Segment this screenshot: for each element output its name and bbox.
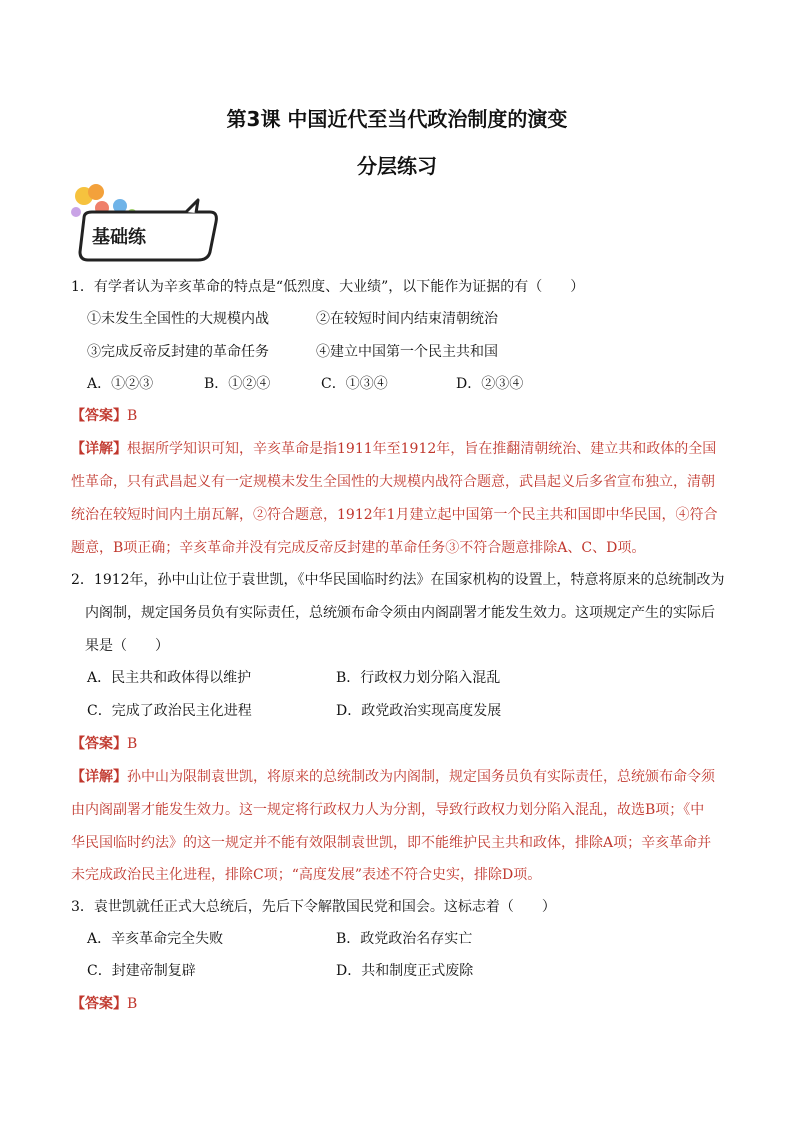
q1-option-d: D．②③④ <box>456 376 524 392</box>
q1-option-c: C．①③④ <box>321 376 388 392</box>
q3-option-b: B．政党政治名存实亡 <box>336 931 473 947</box>
q2-detail-line-1 <box>71 767 715 787</box>
q2-detail-line-4: 未完成政治民主化进程，排除C项；“高度发展”表述不符合史实，排除D项。 <box>71 867 542 883</box>
q1-detail-line-4: 题意，B项正确；辛亥革命并没有完成反帝反封建的革命任务③不符合题意排除A、C、D项。 <box>71 540 646 556</box>
q1-item-2: ②在较短时间内结束清朝统治 <box>316 311 498 327</box>
q1-detail-line-3: 统治在较短时间内土崩瓦解，②符合题意，1912年1月建立起中国第一个民主共和国即中华民国，④符合 <box>71 507 718 523</box>
q3-option-c: C．封建帝制复辟 <box>87 963 196 979</box>
q3-stem: 3．袁世凯就任正式大总统后，先后下令解散国民党和国会。这标志着（ ） <box>71 899 556 915</box>
q2-detail-text-1: 孙中山为限制袁世凯，将原来的总统制改为内阁制，规定国务员负有实际责任，总统颁布命令须 <box>127 769 715 785</box>
page-subtitle: 分层练习 <box>357 154 437 178</box>
q1-detail-text-1: 根据所学知识可知，辛亥革命是指1911年至1912年，旨在推翻清朝统治、建立共和政体的全国 <box>127 441 717 457</box>
q3-answer <box>71 994 137 1014</box>
q2-stem-line-3: 果是（ ） <box>85 638 169 654</box>
q1-detail-line-1 <box>71 439 716 459</box>
q2-option-c: C．完成了政治民主化进程 <box>87 703 252 719</box>
q2-answer-value: B <box>127 736 138 752</box>
detail-tag: 【详解】 <box>71 441 127 457</box>
q1-option-a: A．①②③ <box>87 376 154 392</box>
q3-answer-value: B <box>127 996 138 1012</box>
q3-option-d: D．共和制度正式废除 <box>336 963 474 979</box>
q1-answer <box>71 406 137 426</box>
page-title: 第3课 中国近代至当代政治制度的演变 <box>226 107 568 131</box>
q2-detail-line-2: 由内阁副署才能发生效力。这一规定将行政权力人为分割，导致行政权力划分陷入混乱，故选B项；《中 <box>71 802 705 818</box>
q1-item-4: ④建立中国第一个民主共和国 <box>316 344 498 360</box>
q1-answer-value: B <box>127 408 138 424</box>
badge-label: 基础练 <box>92 227 146 248</box>
q2-option-a: A．民主共和政体得以维护 <box>87 670 252 686</box>
q1-detail-line-2: 性革命，只有武昌起义有一定规模未发生全国性的大规模内战符合题意，武昌起义后多省宣布独立，清朝 <box>71 474 715 490</box>
q2-stem-line-2: 内阁制，规定国务员负有实际责任，总统颁布命令须由内阁副署才能发生效力。这项规定产生的实际后 <box>85 605 715 621</box>
q1-option-b: B．①②④ <box>204 376 271 392</box>
answer-tag: 【答案】 <box>71 408 127 424</box>
q2-answer <box>71 734 137 754</box>
detail-tag: 【详解】 <box>71 769 127 785</box>
q1-item-3: ③完成反帝反封建的革命任务 <box>87 344 269 360</box>
q2-stem-line-1: 2．1912年，孙中山让位于袁世凯，《中华民国临时约法》在国家机构的设置上，特意将原来的总统制改为 <box>71 572 725 588</box>
answer-tag: 【答案】 <box>71 996 127 1012</box>
q2-option-d: D．政党政治实现高度发展 <box>336 703 502 719</box>
q1-item-1: ①未发生全国性的大规模内战 <box>87 311 269 327</box>
q1-stem: 1．有学者认为辛亥革命的特点是“低烈度、大业绩”，以下能作为证据的有（ ） <box>71 279 585 295</box>
answer-tag: 【答案】 <box>71 736 127 752</box>
q3-option-a: A．辛亥革命完全失败 <box>87 931 224 947</box>
q2-option-b: B．行政权力划分陷入混乱 <box>336 670 501 686</box>
badge-bubble-graphic <box>62 182 222 262</box>
q2-detail-line-3: 华民国临时约法》的这一规定并不能有效限制袁世凯，即不能维护民主共和政体，排除A项；辛亥革命并 <box>71 835 712 851</box>
